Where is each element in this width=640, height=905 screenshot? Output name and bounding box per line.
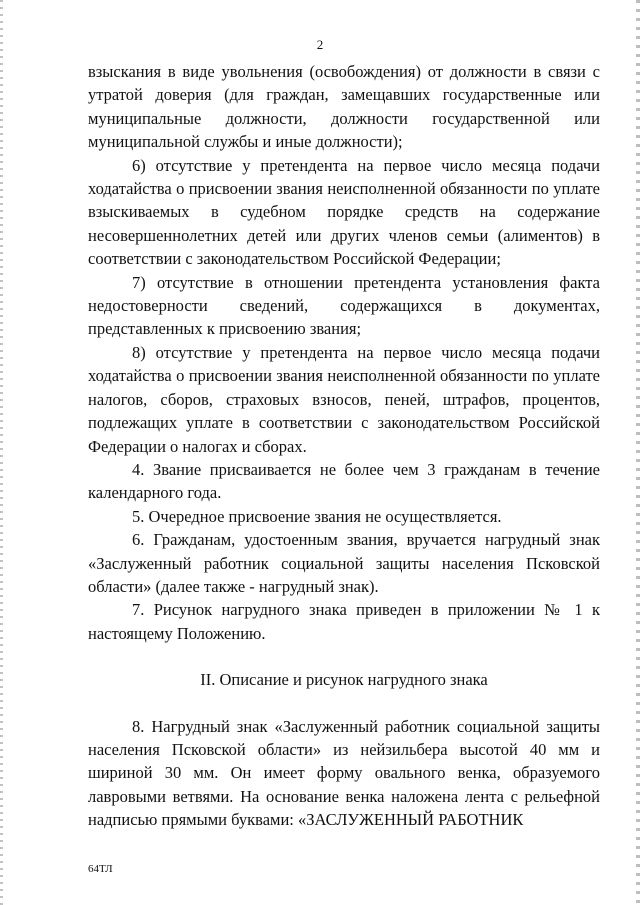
paragraph-clause-4: 4. Звание присваивается не более чем 3 гражданам в течение календарного года. <box>88 459 600 503</box>
paragraph-item-7: 7) отсутствие в отношении претендента установления факта недостоверности сведений, содержащихся в документах, представленных к присвоению звания; <box>88 272 600 339</box>
paragraph-continuation: взыскания в виде увольнения (освобождения) от должности в связи с утратой доверия (для граждан, замещавших государственные или муниципальные должности, должности государственной или муниципальной службы и иные должности); <box>88 62 600 152</box>
section-heading: II. Описание и рисунок нагрудного знака <box>200 670 488 690</box>
page-number: 2 <box>316 37 324 52</box>
paragraph-item-6: 6) отсутствие у претендента на первое число месяца подачи ходатайства о присвоении звания неисполненной обязанности по уплате взыскиваемых в судебном порядке средств на содержание несовершеннолетних детей или других членов семьи (алиментов) в соответствии с законодательством Российской Федерации; <box>88 155 600 269</box>
footer-code: 64ТЛ <box>88 863 113 875</box>
paragraph-clause-5: 5. Очередное присвоение звания не осуществляется. <box>132 506 502 526</box>
scan-edge-left <box>0 0 3 905</box>
paragraph-item-8: 8) отсутствие у претендента на первое число месяца подачи ходатайства о присвоении звания неисполненной обязанности по уплате налогов, сборов, страховых взносов, пеней, штрафов, процентов, подлежащих уплате в соответствии с законодательством Российской Федерации о налогах и сборах. <box>88 342 600 456</box>
document-body <box>88 60 600 832</box>
paragraph-clause-6: 6. Гражданам, удостоенным звания, вручается нагрудный знак «Заслуженный работник социальной защиты населения Псковской области» (далее также - нагрудный знак). <box>88 530 600 596</box>
scan-edge-right <box>636 0 640 905</box>
paragraph-clause-7: 7. Рисунок нагрудного знака приведен в приложении № 1 к настоящему Положению. <box>88 600 600 643</box>
paragraph-clause-8: 8. Нагрудный знак «Заслуженный работник социальной защиты населения Псковской области» из нейзильбера высотой 40 мм и шириной 30 мм. Он имеет форму овального венка, образуемого лавровыми ветвями. На основание венка наложена лента с рельефной надписью прямыми буквами: «ЗАСЛУЖЕННЫЙ РАБОТНИК <box>88 716 600 830</box>
